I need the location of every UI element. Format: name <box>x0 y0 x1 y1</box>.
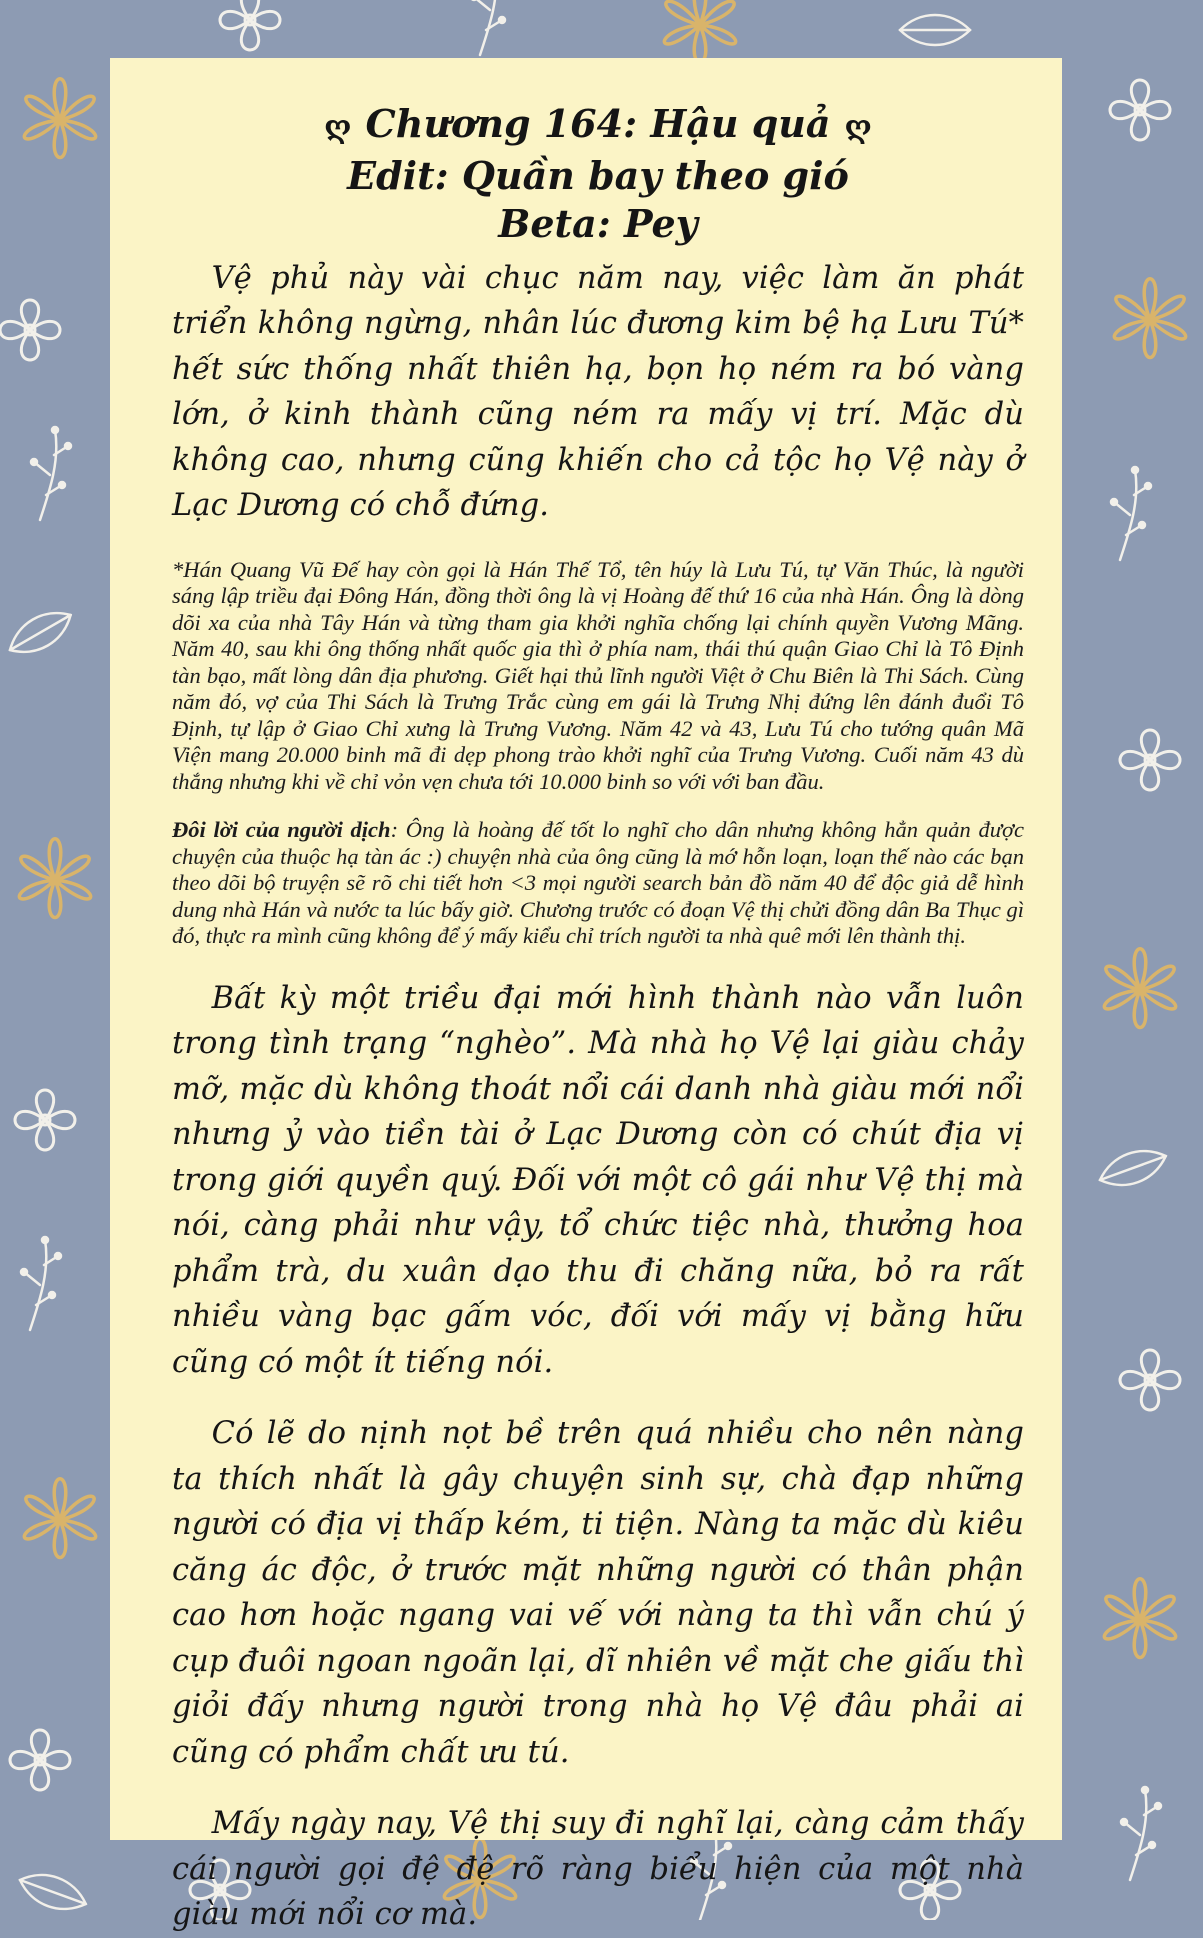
heart-ornament-icon: ღ <box>324 109 352 145</box>
beta-credit: Beta: Pey <box>498 200 698 246</box>
paragraph-4: Mấy ngày nay, Vệ thị suy đi nghĩ lại, càng cảm thấy cái người gọi đệ đệ rõ ràng biểu hiện của một nhà giàu mới nổi cơ mà. <box>172 1806 1024 1932</box>
paragraph-1: Vệ phủ này vài chục năm nay, việc làm ăn phát triển không ngừng, nhân lúc đương kim bệ hạ Lưu Tú* hết sức thống nhất thiên hạ, bọn họ ném ra bó vàng lớn, ở kinh thành cũng ném ra mấy vị trí. Mặc dù không cao, nhưng cũng khiến cho cả tộc họ Vệ này ở Lạc Dương có chỗ đứng. <box>172 260 1024 523</box>
heart-ornament-icon: ღ <box>844 109 872 145</box>
translator-note-label: Đôi lời của người dịch <box>172 817 391 842</box>
chapter-title-line <box>172 100 1024 152</box>
editor-credit: Edit: Quần bay theo gió <box>347 152 849 198</box>
footnote: *Hán Quang Vũ Đế hay còn gọi là Hán Thế Tổ, tên húy là Lưu Tú, tự Văn Thúc, là người sáng lập triều đại Đông Hán, đồng thời ông là vị Hoàng đế thứ 16 của nhà Hán. Ông là dòng dõi xa của nhà Tây Hán và từng tham gia khởi nghĩa chống lại chính quyền Vương Mãng. Năm 40, sau khi ông thống nhất quốc gia thì ở phía nam, thái thú quận Giao Chỉ là Tô Định tàn bạo, mất lòng dân địa phương. Giết hại thủ lĩnh người Việt ở Chu Biên là Thi Sách. Cùng năm đó, vợ của Thi Sách là Trưng Trắc cùng em gái là Trưng Nhị đứng lên đánh đuổi Tô Định, tự lập ở Giao Chỉ xưng là Trưng Vương. Năm 42 và 43, Lưu Tú cho tướng quân Mã Viện mang 20.000 binh mã đi dẹp phong trào khởi nghĩ của Trưng Vương. Cuối năm 43 dù thắng nhưng khi về chỉ vỏn vẹn chưa tới 10.000 binh so với với ban đầu. <box>172 556 1024 794</box>
translator-note <box>172 817 1024 950</box>
paragraph-3: Có lẽ do nịnh nọt bề trên quá nhiều cho nên nàng ta thích nhất là gây chuyện sinh sự, chà đạp những người có địa vị thấp kém, ti tiện. Nàng ta mặc dù kiêu căng ác độc, ở trước mặt những người có thân phận cao hơn hoặc ngang vai vế với nàng ta thì vẫn chú ý cụp đuôi ngoan ngoãn lại, dĩ nhiên về mặt che giấu thì giỏi đấy nhưng người trong nhà họ Vệ đâu phải ai cũng có phẩm chất ưu tú. <box>172 1416 1024 1770</box>
text-card <box>110 58 1062 1932</box>
translator-note-text: : Ông là hoàng đế tốt lo nghĩ cho dân nhưng không hẳn quản được chuyện của thuộc hạ tàn ác :) chuyện nhà của ông cũng là mớ hỗn loạn, loạn thế nào các bạn theo dõi bộ truyện sẽ rõ chi tiết hơn <3 mọi người search bản đồ năm 40 để độc giả dễ hình dung nhà Hán và nước ta lúc bấy giờ. Chương trước có đoạn Vệ thị chửi đồng dân Ba Thục gì đó, thực ra mình cũng không để ý mấy kiểu chỉ trích người ta nhà quê mới lên thành thị. <box>172 817 1024 948</box>
chapter-title: Chương 164: Hậu quả <box>365 101 831 146</box>
paragraph-2: Bất kỳ một triều đại mới hình thành nào vẫn luôn trong tình trạng “nghèo”. Mà nhà họ Vệ lại giàu chảy mỡ, mặc dù không thoát nổi cái danh nhà giàu mới nổi nhưng ỷ vào tiền tài ở Lạc Dương còn có chút địa vị trong giới quyền quý. Đối với một cô gái như Vệ thị mà nói, càng phải như vậy, tổ chức tiệc nhà, thưởng hoa phẩm trà, du xuân dạo thu đi chăng nữa, bỏ ra rất nhiều vàng bạc gấm vóc, đối với mấy vị bằng hữu cũng có một ít tiếng nói. <box>172 980 1024 1380</box>
